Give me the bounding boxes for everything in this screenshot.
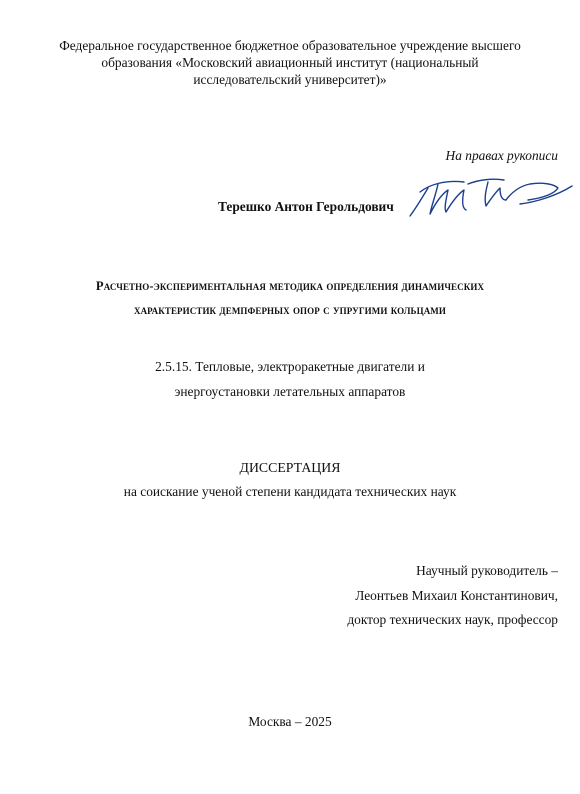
- institution-line-2: образования «Московский авиационный институт (национальный: [101, 55, 479, 70]
- title-line-1: Расчетно-экспериментальная методика определения динамических: [95, 279, 485, 293]
- supervisor-name: Леонтьев Михаил Константинович,: [355, 588, 558, 603]
- handwritten-signature-icon: [408, 170, 576, 222]
- title-line-2: характеристик демпферных опор с упругими кольцами: [133, 303, 446, 317]
- degree-line: на соискание ученой степени кандидата технических наук: [123, 484, 457, 499]
- supervisor-label: Научный руководитель –: [416, 563, 558, 578]
- specialty-line-2: энергоустановки летательных аппаратов: [174, 384, 406, 399]
- city-year: Москва – 2025: [248, 714, 332, 729]
- supervisor-credentials: доктор технических наук, профессор: [347, 612, 558, 627]
- specialty-line-1: 2.5.15. Тепловые, электроракетные двигатели и: [155, 359, 425, 374]
- document-type: ДИССЕРТАЦИЯ: [239, 460, 341, 475]
- manuscript-note: На правах рукописи: [445, 148, 558, 163]
- institution-line-3: исследовательский университет)»: [193, 72, 387, 87]
- author-name: Терешко Антон Герольдович: [218, 199, 394, 214]
- institution-line-1: Федеральное государственное бюджетное образовательное учреждение высшего: [59, 38, 521, 53]
